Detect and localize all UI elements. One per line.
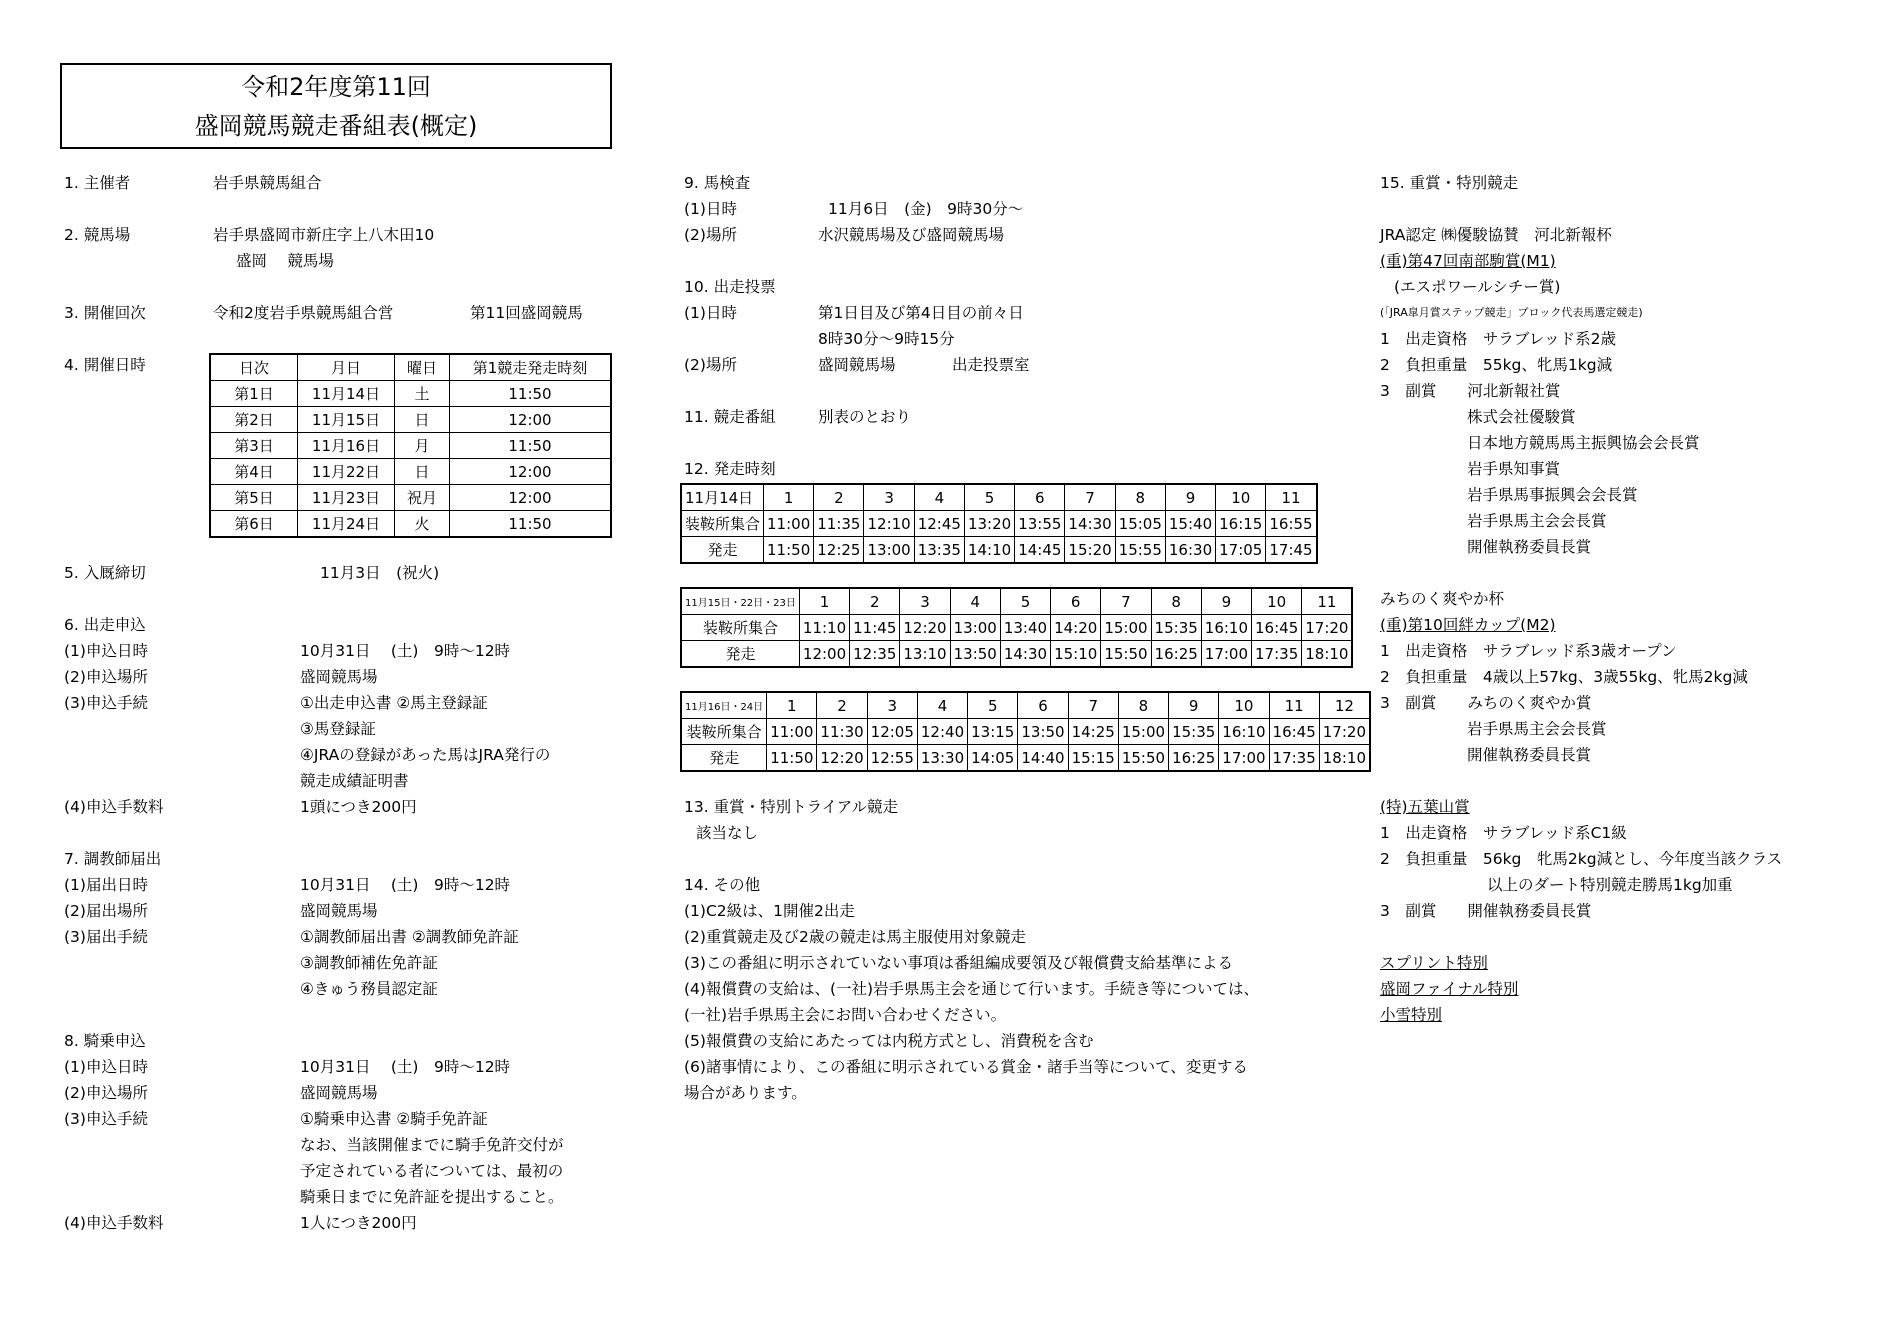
race-number: 1 — [764, 484, 814, 511]
time-cell: 11:00 — [767, 719, 817, 745]
time-cell: 11:45 — [850, 615, 900, 641]
race-number: 7 — [1101, 588, 1151, 615]
page-subtitle: 盛岡競馬競走番組表(概定) — [194, 112, 478, 140]
s8-v3d: 騎乗日までに免許証を提出すること。 — [300, 1188, 564, 1206]
race-number: 3 — [867, 692, 917, 719]
race-number: 8 — [1115, 484, 1165, 511]
schedule-cell: 11月16日 — [298, 433, 395, 459]
time-cell: 17:20 — [1302, 615, 1353, 641]
time-cell: 13:30 — [917, 745, 967, 772]
race-number-row — [681, 484, 1317, 511]
start-row — [681, 537, 1317, 564]
s7-v3b: ③調教師補佐免許証 — [300, 954, 438, 972]
time-cell: 16:10 — [1219, 719, 1269, 745]
time-cell: 15:15 — [1068, 745, 1118, 772]
time-cell: 12:10 — [864, 511, 914, 537]
schedule-cell: 第1日 — [210, 381, 298, 407]
r1-l2: 2 負担重量 55kg、牝馬1kg減 — [1380, 356, 1613, 374]
time-cell: 13:50 — [950, 641, 1000, 668]
s10-v2: 盛岡競馬場 — [818, 356, 896, 374]
time-cell: 13:50 — [1018, 719, 1068, 745]
s8-l1: (1)申込日時 — [64, 1058, 148, 1076]
s14-line: (1)C2級は、1開催2出走 — [684, 902, 855, 920]
time-cell: 15:35 — [1151, 615, 1201, 641]
s7-l1: (1)届出日時 — [64, 876, 148, 894]
time-cell: 16:25 — [1169, 745, 1219, 772]
s8-l2: (2)申込場所 — [64, 1084, 148, 1102]
r1-prize: 株式会社優駿賞 — [1467, 408, 1576, 426]
r1-prize: 岩手県馬主会会長賞 — [1467, 512, 1607, 530]
race-number: 10 — [1216, 484, 1266, 511]
schedule-row — [210, 433, 611, 459]
schedule-cell: 12:00 — [450, 459, 612, 485]
race-number: 10 — [1252, 588, 1302, 615]
time-cell: 14:30 — [1000, 641, 1050, 668]
s10-l1: (1)日時 — [684, 304, 737, 322]
r3-l2: 2 負担重量 56kg 牝馬2kg減とし、今年度当該クラス — [1380, 850, 1783, 868]
race-number: 12 — [1319, 692, 1370, 719]
time-cell: 14:40 — [1018, 745, 1068, 772]
s2-value2: 盛岡 競馬場 — [236, 252, 334, 270]
row-label: 装鞍所集合 — [681, 511, 764, 537]
schedule-cell: 日 — [395, 459, 450, 485]
race-number: 4 — [914, 484, 964, 511]
s4-label: 4. 開催日時 — [64, 356, 146, 374]
schedule-cell: 第3日 — [210, 433, 298, 459]
page-title: 令和2年度第11回 — [241, 73, 431, 101]
time-cell: 14:20 — [1051, 615, 1101, 641]
s13-label: 13. 重賞・特別トライアル競走 — [684, 798, 899, 816]
time-cell: 17:00 — [1219, 745, 1269, 772]
race-number-row — [681, 692, 1370, 719]
schedule-cell: 11月14日 — [298, 381, 395, 407]
schedule-cell: 月 — [395, 433, 450, 459]
s1-value: 岩手県競馬組合 — [213, 174, 322, 192]
morioka-final-link[interactable]: 盛岡ファイナル特別 — [1380, 980, 1519, 998]
race-number: 8 — [1151, 588, 1201, 615]
r1-sponsor: JRA認定 ㈱優駿協賛 河北新報杯 — [1380, 226, 1612, 244]
race-number: 6 — [1018, 692, 1068, 719]
time-cell: 14:10 — [964, 537, 1014, 564]
race-number: 1 — [767, 692, 817, 719]
time-cell: 13:20 — [964, 511, 1014, 537]
time-cell: 12:00 — [799, 641, 849, 668]
s10-v1b: 8時30分～9時15分 — [818, 330, 955, 348]
r2-name: (重)第10回絆カップ(M2) — [1380, 616, 1556, 634]
time-cell: 11:30 — [817, 719, 867, 745]
time-cell: 12:25 — [814, 537, 864, 564]
schedule-cell: 11:50 — [450, 511, 612, 538]
s14-line: (5)報償費の支給にあたっては内税方式とし、消費税を含む — [684, 1032, 1094, 1050]
s8-v3b: なお、当該開催までに騎手免許交付が — [300, 1136, 564, 1154]
s7-l3: (3)届出手続 — [64, 928, 148, 946]
s14-line: (6)諸事情により、この番組に明示されている賞金・諸手当等について、変更する — [684, 1058, 1248, 1076]
s15-label: 15. 重賞・特別競走 — [1380, 174, 1519, 192]
race-number: 11 — [1266, 484, 1317, 511]
schedule-row — [210, 485, 611, 511]
s8-v1: 10月31日 (土) 9時～12時 — [300, 1058, 511, 1076]
s10-l2: (2)場所 — [684, 356, 737, 374]
race-number: 4 — [917, 692, 967, 719]
row-label: 装鞍所集合 — [681, 615, 799, 641]
schedule-row — [210, 511, 611, 538]
s10-label: 10. 出走投票 — [684, 278, 776, 296]
race-number: 6 — [1051, 588, 1101, 615]
time-cell: 15:10 — [1051, 641, 1101, 668]
sprint-link[interactable]: スプリント特別 — [1380, 954, 1488, 972]
schedule-cell: 火 — [395, 511, 450, 538]
assembly-row — [681, 615, 1352, 641]
r1-note: (「JRA皐月賞ステップ競走」ブロック代表馬選定競走) — [1380, 306, 1643, 319]
s6-label: 6. 出走申込 — [64, 616, 146, 634]
schedule-cell: 日 — [395, 407, 450, 433]
time-cell: 17:45 — [1266, 537, 1317, 564]
r1-sub: (エスポワールシチー賞) — [1394, 278, 1561, 296]
race-number: 9 — [1169, 692, 1219, 719]
s6-l3: (3)申込手続 — [64, 694, 148, 712]
time-cell: 13:55 — [1015, 511, 1065, 537]
schedule-row — [210, 381, 611, 407]
s6-v3c: ④JRAの登録があった馬はJRA発行の — [300, 746, 551, 764]
time-cell: 12:45 — [914, 511, 964, 537]
race-number: 3 — [864, 484, 914, 511]
time-cell: 11:50 — [764, 537, 814, 564]
start-row — [681, 745, 1370, 772]
s9-v2: 水沢競馬場及び盛岡競馬場 — [818, 226, 1005, 244]
time-cell: 16:30 — [1165, 537, 1215, 564]
s14-line: (3)この番組に明示されていない事項は番組編成要領及び報償費支給基準による — [684, 954, 1233, 972]
time-cell: 15:55 — [1115, 537, 1165, 564]
schedule-cell: 11月15日 — [298, 407, 395, 433]
schedule-row — [210, 459, 611, 485]
schedule-cell: 12:00 — [450, 407, 612, 433]
s6-v3d: 競走成績証明書 — [300, 772, 409, 790]
s14-line: (4)報償費の支給は、(一社)岩手県馬主会を通じて行います。手続き等については、 — [684, 980, 1260, 998]
race-number: 4 — [950, 588, 1000, 615]
r2-prize: 開催執務委員長賞 — [1467, 746, 1592, 764]
r1-prize: 日本地方競馬馬主振興協会会長賞 — [1467, 434, 1700, 452]
race-number: 11 — [1302, 588, 1353, 615]
time-cell: 17:35 — [1252, 641, 1302, 668]
s12-label: 12. 発走時刻 — [684, 460, 776, 478]
time-cell: 12:55 — [867, 745, 917, 772]
s14-line: 場合があります。 — [684, 1084, 807, 1102]
time-cell: 13:00 — [864, 537, 914, 564]
time-cell: 11:50 — [767, 745, 817, 772]
r1-l1: 1 出走資格 サラブレッド系2歳 — [1380, 330, 1616, 348]
time-cell: 17:20 — [1319, 719, 1370, 745]
s8-v3c: 予定されている者については、最初の — [300, 1162, 564, 1180]
time-cell: 16:15 — [1216, 511, 1266, 537]
s9-l1: (1)日時 — [684, 200, 737, 218]
assembly-row — [681, 511, 1317, 537]
time-cell: 13:15 — [968, 719, 1018, 745]
start-row — [681, 641, 1352, 668]
s13-value: 該当なし — [696, 824, 759, 842]
time-cell: 12:05 — [867, 719, 917, 745]
time-cell: 12:40 — [917, 719, 967, 745]
race-number: 3 — [900, 588, 950, 615]
s6-v3b: ③馬登録証 — [300, 720, 376, 738]
time-cell: 11:35 — [814, 511, 864, 537]
time-cell: 17:35 — [1269, 745, 1319, 772]
race-number: 7 — [1068, 692, 1118, 719]
s14-line: (一社)岩手県馬主会にお問い合わせください。 — [684, 1006, 1007, 1024]
time-cell: 16:45 — [1269, 719, 1319, 745]
schedule-cell: 11月24日 — [298, 511, 395, 538]
row-label: 発走 — [681, 641, 799, 668]
s8-l3: (3)申込手続 — [64, 1110, 148, 1128]
time-cell: 15:05 — [1115, 511, 1165, 537]
r2-l3: 3 副賞 みちのく爽やか賞 — [1380, 694, 1592, 712]
schedule-header-row — [210, 354, 611, 381]
race-number: 10 — [1219, 692, 1269, 719]
time-cell: 14:45 — [1015, 537, 1065, 564]
r2-sponsor: みちのく爽やか杯 — [1380, 590, 1505, 608]
schedule-cell: 11:50 — [450, 381, 612, 407]
schedule-cell: 11月23日 — [298, 485, 395, 511]
time-cell: 12:20 — [817, 745, 867, 772]
time-cell: 12:35 — [850, 641, 900, 668]
start-time-table-1 — [680, 483, 1318, 564]
s6-v1: 10月31日 (土) 9時～12時 — [300, 642, 511, 660]
s7-v1: 10月31日 (土) 9時～12時 — [300, 876, 511, 894]
time-cell: 11:10 — [799, 615, 849, 641]
s6-v4: 1頭につき200円 — [300, 798, 417, 816]
r3-l1: 1 出走資格 サラブレッド系C1級 — [1380, 824, 1627, 842]
time-cell: 13:10 — [900, 641, 950, 668]
schedule-cell: 12:00 — [450, 485, 612, 511]
s6-l2: (2)申込場所 — [64, 668, 148, 686]
time-cell: 15:50 — [1101, 641, 1151, 668]
time-cell: 16:25 — [1151, 641, 1201, 668]
r2-l1: 1 出走資格 サラブレッド系3歳オープン — [1380, 642, 1677, 660]
s7-v3a: ①調教師届出書 ②調教師免許証 — [300, 928, 519, 946]
time-cell: 17:00 — [1201, 641, 1251, 668]
s2-value1: 岩手県盛岡市新庄字上八木田10 — [213, 226, 435, 244]
time-cell: 13:35 — [914, 537, 964, 564]
time-cell: 15:35 — [1169, 719, 1219, 745]
race-number: 5 — [968, 692, 1018, 719]
title-box — [60, 63, 612, 149]
r1-prize: 岩手県馬事振興会会長賞 — [1467, 486, 1638, 504]
schedule-row — [210, 407, 611, 433]
assembly-row — [681, 719, 1370, 745]
race-number: 2 — [814, 484, 864, 511]
day-cell: 11月16日・24日 — [681, 692, 767, 719]
s5-label: 5. 入厩締切 — [64, 564, 146, 582]
s1-label: 1. 主催者 — [64, 174, 131, 192]
time-cell: 16:45 — [1252, 615, 1302, 641]
r2-prize: 岩手県馬主会会長賞 — [1467, 720, 1607, 738]
s8-l4: (4)申込手数料 — [64, 1214, 164, 1232]
schedule-header: 第1競走発走時刻 — [450, 354, 612, 381]
s8-v2: 盛岡競馬場 — [300, 1084, 378, 1102]
schedule-table — [209, 353, 612, 538]
row-label: 発走 — [681, 537, 764, 564]
s6-l4: (4)申込手数料 — [64, 798, 164, 816]
schedule-cell: 第2日 — [210, 407, 298, 433]
s3-label: 3. 開催回次 — [64, 304, 146, 322]
r3-l2b: 以上のダート特別競走勝馬1kg加重 — [1487, 876, 1733, 894]
schedule-header: 曜日 — [395, 354, 450, 381]
s7-l2: (2)届出場所 — [64, 902, 148, 920]
r3-l3: 3 副賞 開催執務委員長賞 — [1380, 902, 1592, 920]
day-cell: 11月15日・22日・23日 — [681, 588, 799, 615]
time-cell: 16:10 — [1201, 615, 1251, 641]
s10-v1a: 第1日目及び第4日目の前々日 — [818, 304, 1024, 322]
s6-v2: 盛岡競馬場 — [300, 668, 378, 686]
s3-value: 令和2度岩手県競馬組合営 — [213, 304, 394, 322]
r1-name: (重)第47回南部駒賞(M1) — [1380, 252, 1556, 270]
s9-label: 9. 馬検査 — [684, 174, 751, 192]
s8-v4: 1人につき200円 — [300, 1214, 417, 1232]
time-cell: 15:40 — [1165, 511, 1215, 537]
day-cell: 11月14日 — [681, 484, 764, 511]
schedule-cell: 祝月 — [395, 485, 450, 511]
schedule-header: 月日 — [298, 354, 395, 381]
row-label: 装鞍所集合 — [681, 719, 767, 745]
time-cell: 15:00 — [1101, 615, 1151, 641]
schedule-cell: 第6日 — [210, 511, 298, 538]
race-number: 2 — [850, 588, 900, 615]
s8-label: 8. 騎乗申込 — [64, 1032, 146, 1050]
race-number: 6 — [1015, 484, 1065, 511]
schedule-cell: 第5日 — [210, 485, 298, 511]
s11-label: 11. 競走番組 — [684, 408, 776, 426]
race-number: 9 — [1201, 588, 1251, 615]
time-cell: 17:05 — [1216, 537, 1266, 564]
s6-v3a: ①出走申込書 ②馬主登録証 — [300, 694, 488, 712]
row-label: 発走 — [681, 745, 767, 772]
time-cell: 14:30 — [1065, 511, 1115, 537]
time-cell: 14:25 — [1068, 719, 1118, 745]
schedule-cell: 土 — [395, 381, 450, 407]
time-cell: 15:50 — [1118, 745, 1168, 772]
s7-v3c: ④きゅう務員認定証 — [300, 980, 438, 998]
s5-value: 11月3日 (祝火) — [320, 564, 440, 582]
s7-v2: 盛岡競馬場 — [300, 902, 378, 920]
s3-value2: 第11回盛岡競馬 — [470, 304, 583, 322]
s14-label: 14. その他 — [684, 876, 761, 894]
s7-label: 7. 調教師届出 — [64, 850, 162, 868]
start-time-table-3 — [680, 691, 1371, 772]
s10-v2b: 出走投票室 — [952, 356, 1030, 374]
s9-l2: (2)場所 — [684, 226, 737, 244]
time-cell: 15:20 — [1065, 537, 1115, 564]
race-number: 8 — [1118, 692, 1168, 719]
race-number: 9 — [1165, 484, 1215, 511]
time-cell: 12:20 — [900, 615, 950, 641]
race-number: 1 — [799, 588, 849, 615]
s11-value: 別表のとおり — [818, 408, 912, 426]
koyuki-link[interactable]: 小雪特別 — [1380, 1006, 1443, 1024]
race-number: 11 — [1269, 692, 1319, 719]
time-cell: 16:55 — [1266, 511, 1317, 537]
s8-v3a: ①騎乗申込書 ②騎手免許証 — [300, 1110, 488, 1128]
r3-name: (特)五葉山賞 — [1380, 798, 1470, 816]
r1-prize: 岩手県知事賞 — [1467, 460, 1561, 478]
time-cell: 18:10 — [1319, 745, 1370, 772]
time-cell: 15:00 — [1118, 719, 1168, 745]
race-number: 5 — [964, 484, 1014, 511]
r1-prize: 開催執務委員長賞 — [1467, 538, 1592, 556]
schedule-header: 日次 — [210, 354, 298, 381]
r2-l2: 2 負担重量 4歳以上57kg、3歳55kg、牝馬2kg減 — [1380, 668, 1748, 686]
race-number: 2 — [817, 692, 867, 719]
race-number: 5 — [1000, 588, 1050, 615]
schedule-cell: 第4日 — [210, 459, 298, 485]
time-cell: 11:00 — [764, 511, 814, 537]
r1-l3: 3 副賞 河北新報社賞 — [1380, 382, 1561, 400]
s14-line: (2)重賞競走及び2歳の競走は馬主服使用対象競走 — [684, 928, 1026, 946]
schedule-cell: 11:50 — [450, 433, 612, 459]
time-cell: 13:00 — [950, 615, 1000, 641]
s9-v1: 11月6日 (金) 9時30分～ — [828, 200, 1024, 218]
s6-l1: (1)申込日時 — [64, 642, 148, 660]
time-cell: 18:10 — [1302, 641, 1353, 668]
schedule-cell: 11月22日 — [298, 459, 395, 485]
s2-label: 2. 競馬場 — [64, 226, 131, 244]
race-number-row — [681, 588, 1352, 615]
start-time-table-2 — [680, 587, 1353, 668]
time-cell: 13:40 — [1000, 615, 1050, 641]
race-number: 7 — [1065, 484, 1115, 511]
time-cell: 14:05 — [968, 745, 1018, 772]
